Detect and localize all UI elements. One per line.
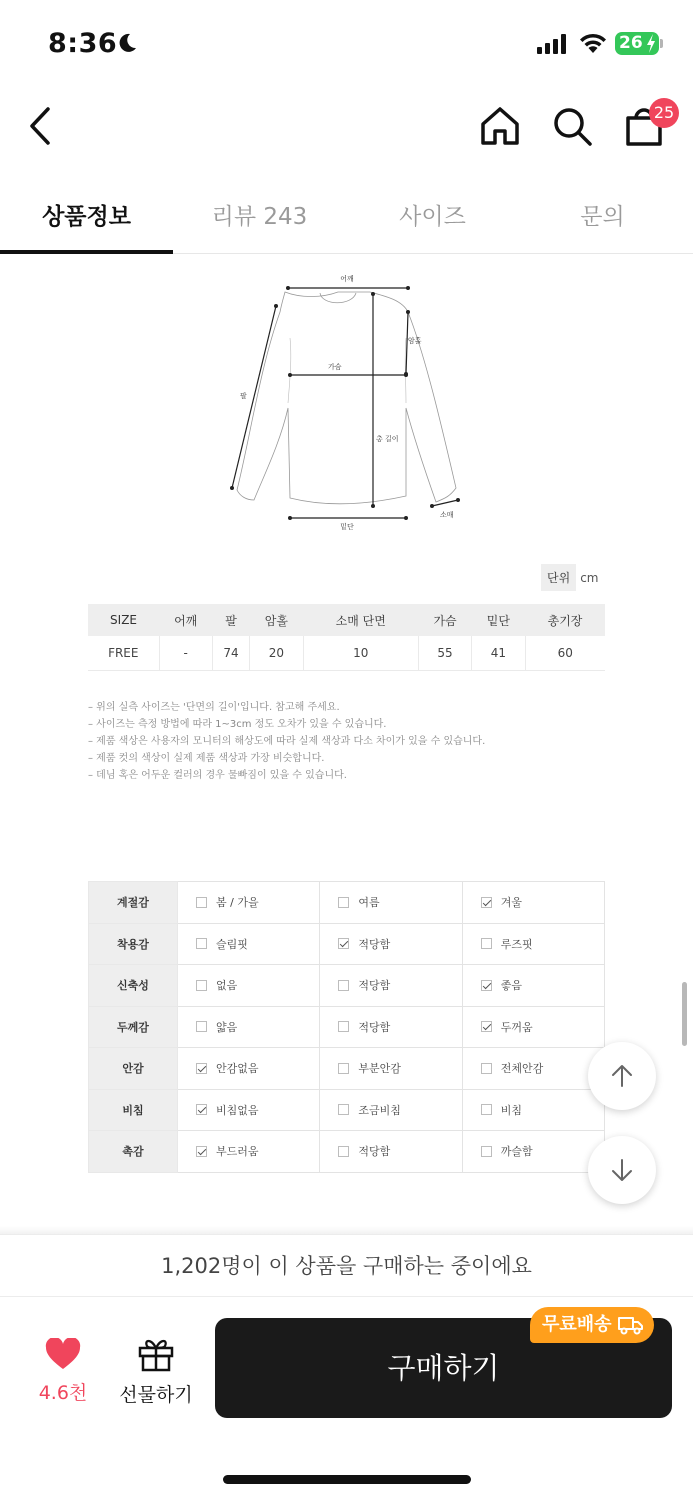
battery-indicator (615, 32, 659, 55)
scroll-bottom-button[interactable] (588, 1136, 656, 1204)
tab-inquiry[interactable]: 문의 (580, 204, 625, 230)
feature-row (89, 1131, 605, 1173)
feature-option-label: 비침 (500, 1103, 522, 1117)
feature-option-label: 없음 (216, 979, 238, 993)
tab-size[interactable]: 사이즈 (399, 204, 466, 230)
home-icon[interactable] (478, 104, 522, 148)
feature-name: 촉감 (89, 1131, 178, 1173)
feature-option-label: 봄 / 가을 (216, 896, 259, 910)
gift-button[interactable] (112, 1336, 200, 1407)
like-button[interactable] (30, 1338, 96, 1405)
purchasing-now-banner: 1,202명이 이 상품을 구매하는 중이에요 (0, 1234, 693, 1297)
free-shipping-badge (530, 1307, 654, 1343)
feature-row (89, 1006, 605, 1048)
feature-option-label: 슬림핏 (216, 937, 248, 951)
size-cell: - (159, 636, 212, 670)
like-count: 4.6천 (38, 1382, 88, 1404)
feature-option-label: 두꺼움 (500, 1020, 533, 1034)
tab-bar (0, 180, 693, 254)
label-total-length: 총 길이 (376, 435, 399, 443)
unit-value: cm (580, 571, 599, 585)
feature-name: 계절감 (89, 882, 178, 924)
feature-row (89, 1048, 605, 1090)
note-line: – 위의 실측 사이즈는 '단면의 길이'입니다. 참고해 주세요. (88, 702, 340, 713)
feature-name: 신축성 (89, 965, 178, 1007)
status-bar (0, 0, 693, 88)
feature-option (320, 882, 462, 924)
battery-cap (660, 39, 663, 48)
feature-row (89, 1089, 605, 1131)
feature-option (178, 1089, 320, 1131)
feature-option-label: 비침없음 (216, 1103, 259, 1117)
feature-option (178, 923, 320, 965)
checkbox-checked-icon (481, 1021, 492, 1032)
search-icon[interactable] (550, 104, 594, 148)
size-table (88, 604, 605, 671)
checkbox-empty-icon (196, 980, 207, 991)
checkbox-empty-icon (338, 897, 349, 908)
checkbox-empty-icon (338, 1146, 349, 1157)
scrollbar[interactable] (682, 982, 687, 1046)
feature-option (320, 965, 462, 1007)
feature-option-label: 부드러움 (216, 1145, 259, 1159)
delivery-truck-icon (618, 1315, 644, 1335)
note-line: – 사이즈는 측정 방법에 따라 1~3cm 정도 오차가 있을 수 있습니다. (88, 719, 387, 730)
feature-option-label: 여름 (358, 896, 380, 910)
checkbox-checked-icon (196, 1146, 207, 1157)
feature-option (320, 1048, 462, 1090)
checkbox-checked-icon (481, 980, 492, 991)
feature-option (178, 965, 320, 1007)
feature-option (462, 1089, 604, 1131)
checkbox-empty-icon (481, 1146, 492, 1157)
feature-option-label: 겨울 (500, 896, 522, 910)
feature-option-label: 얇음 (216, 1020, 238, 1034)
checkbox-empty-icon (338, 980, 349, 991)
size-diagram (210, 268, 480, 538)
tab-reviews[interactable]: 리뷰 243 (211, 204, 308, 230)
note-line: – 데님 혹은 어두운 컬러의 경우 물빠짐이 있을 수 있습니다. (88, 770, 347, 781)
feature-name: 안감 (89, 1048, 178, 1090)
feature-row (89, 923, 605, 965)
checkbox-empty-icon (481, 1063, 492, 1074)
checkbox-empty-icon (338, 1021, 349, 1032)
checkbox-empty-icon (481, 1104, 492, 1115)
feature-option (462, 1131, 604, 1173)
feature-option (462, 1048, 604, 1090)
unit-indicator (541, 564, 598, 591)
size-header-cell: 총기장 (525, 604, 605, 636)
feature-option (462, 1006, 604, 1048)
home-indicator (223, 1475, 471, 1484)
label-sleeve: 팔 (240, 392, 247, 400)
feature-option-label: 루즈핏 (500, 937, 533, 951)
wifi-icon (578, 31, 608, 55)
feature-option (178, 882, 320, 924)
checkbox-checked-icon (196, 1104, 207, 1115)
feature-option (320, 1006, 462, 1048)
battery-level: 26 (619, 33, 643, 53)
label-cuff: 소매 (440, 511, 454, 519)
feature-option (178, 1131, 320, 1173)
label-armhole: 암홀 (408, 337, 422, 345)
feature-name: 비침 (89, 1089, 178, 1131)
feature-option-label: 까슬함 (500, 1145, 533, 1159)
checkbox-empty-icon (481, 938, 492, 949)
checkbox-checked-icon (481, 897, 492, 908)
feature-option-label: 전체안감 (500, 1062, 544, 1076)
active-tab-underline (0, 250, 173, 254)
feature-option (178, 1006, 320, 1048)
status-time: 8:36 (48, 28, 118, 59)
size-cell: 60 (525, 636, 605, 670)
arrow-up-icon (609, 1063, 635, 1089)
heart-icon (45, 1338, 81, 1370)
buy-button[interactable]: 구매하기 (215, 1318, 672, 1418)
size-cell: 10 (303, 636, 418, 670)
feature-row (89, 965, 605, 1007)
size-notes (88, 699, 485, 784)
checkbox-checked-icon (196, 1063, 207, 1074)
size-cell: 41 (472, 636, 525, 670)
size-header-cell: 암홀 (250, 604, 303, 636)
moon-icon (116, 32, 138, 54)
feature-option-label: 조금비침 (358, 1103, 401, 1117)
label-chest: 가슴 (328, 363, 342, 371)
feature-name: 착용감 (89, 923, 178, 965)
feature-option-label: 부분안감 (358, 1062, 401, 1076)
feature-option-label: 좋음 (500, 979, 522, 993)
feature-option-label: 안감없음 (216, 1062, 259, 1076)
feature-name: 두께감 (89, 1006, 178, 1048)
feature-option-label: 적당함 (358, 1145, 391, 1159)
arrow-down-icon (609, 1157, 635, 1183)
size-cell: 55 (418, 636, 471, 670)
feature-option (320, 1131, 462, 1173)
gift-label: 선물하기 (119, 1384, 193, 1406)
size-cell: 20 (250, 636, 303, 670)
feature-row (89, 882, 605, 924)
size-table-header (88, 604, 605, 636)
size-header-cell: 어깨 (159, 604, 212, 636)
checkbox-empty-icon (196, 1021, 207, 1032)
cart-count-badge: 25 (649, 98, 679, 128)
checkbox-checked-icon (338, 938, 349, 949)
tab-product-info[interactable]: 상품정보 (42, 204, 131, 230)
label-shoulder: 어깨 (340, 275, 354, 283)
back-arrow-icon[interactable] (26, 106, 58, 146)
size-header-cell: 팔 (212, 604, 249, 636)
scroll-top-button[interactable] (588, 1042, 656, 1110)
gift-icon (137, 1336, 175, 1372)
note-line: – 제품 컷의 색상이 실제 제품 색상과 가장 비슷합니다. (88, 753, 325, 764)
note-line: – 제품 색상은 사용자의 모니터의 해상도에 따라 실제 색상과 다소 차이가 있을 수 있습니다. (88, 736, 486, 747)
size-cell: 74 (212, 636, 249, 670)
feature-option (462, 965, 604, 1007)
feature-option (178, 1048, 320, 1090)
checkbox-empty-icon (338, 1063, 349, 1074)
feature-option-label: 적당함 (358, 1020, 391, 1034)
size-cell: FREE (88, 636, 159, 670)
feature-option (320, 1089, 462, 1131)
cellular-signal-icon (537, 34, 569, 54)
feature-option-label: 적당함 (358, 979, 391, 993)
size-table-row (88, 636, 605, 670)
feature-option (462, 882, 604, 924)
size-header-cell: 가슴 (418, 604, 471, 636)
product-feature-table (88, 881, 605, 1173)
checkbox-empty-icon (196, 897, 207, 908)
size-header-cell: 소매 단면 (303, 604, 418, 636)
feature-option (320, 923, 462, 965)
feature-option (462, 923, 604, 965)
size-header-cell: SIZE (88, 604, 159, 636)
free-shipping-label: 무료배송 (542, 1314, 612, 1335)
unit-label: 단위 (541, 564, 576, 591)
label-hem: 밑단 (340, 523, 354, 531)
feature-option-label: 적당함 (358, 937, 391, 951)
size-header-cell: 밑단 (472, 604, 525, 636)
checkbox-empty-icon (338, 1104, 349, 1115)
checkbox-empty-icon (196, 938, 207, 949)
bottom-divider-shadow (0, 1226, 693, 1234)
charging-bolt-icon (646, 34, 656, 53)
